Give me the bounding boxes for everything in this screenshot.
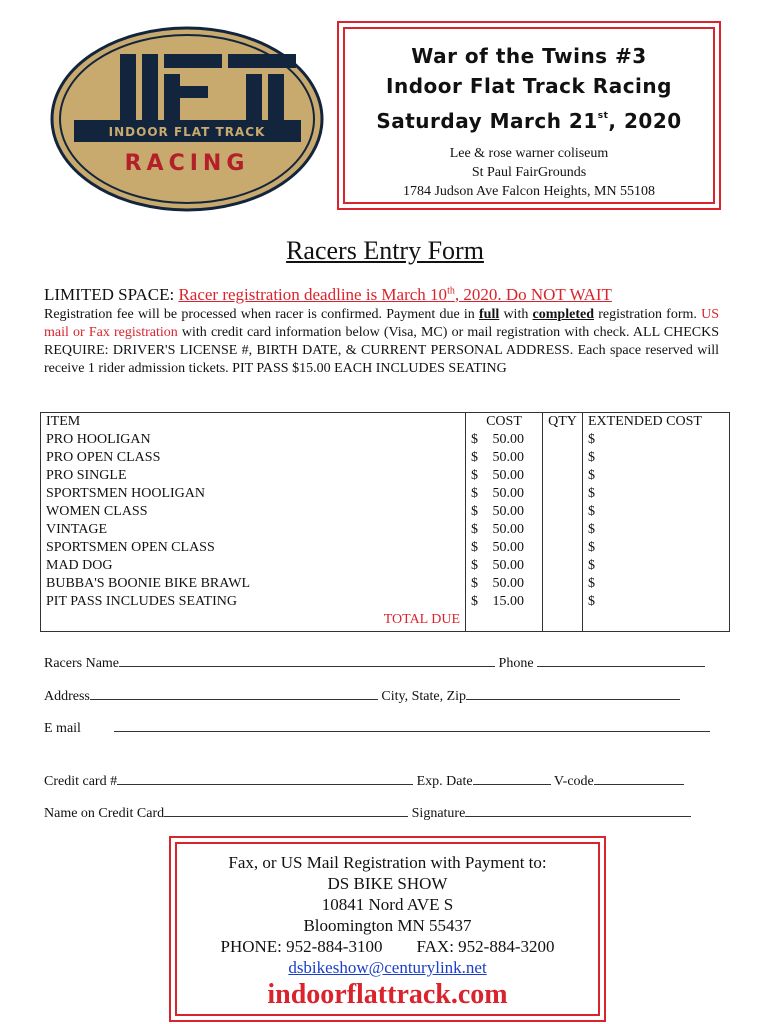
signature-label: Signature	[411, 806, 466, 821]
table-row	[41, 485, 730, 503]
item-name: BUBBA'S BOONIE BIKE BRAWL	[41, 575, 466, 593]
notice-part2: with	[499, 307, 533, 322]
item-name: MAD DOG	[41, 557, 466, 575]
item-extended-cost[interactable]	[583, 503, 730, 521]
racers-name-label: Racers Name	[44, 656, 120, 671]
event-title	[345, 41, 713, 136]
credit-card-label: Credit card #	[44, 774, 118, 789]
email-row	[44, 717, 710, 737]
notice-part3: registration form.	[593, 307, 702, 322]
notice-full: full	[479, 307, 500, 322]
currency-symbol: $	[471, 486, 478, 501]
item-extended-cost[interactable]	[583, 431, 730, 449]
currency-symbol: $	[471, 468, 478, 483]
event-date-suffix: st	[597, 111, 609, 121]
name-on-card-field[interactable]	[164, 802, 408, 817]
venue-place: St Paul FairGrounds	[471, 165, 587, 180]
item-cost-value: 50.00	[492, 450, 524, 465]
address-row	[44, 685, 680, 705]
item-name: SPORTSMEN HOOLIGAN	[41, 485, 466, 503]
item-cost-value: 50.00	[492, 558, 524, 573]
venue-address: 1784 Judson Ave Falcon Heights, MN 55108	[402, 184, 656, 199]
credit-card-row	[44, 770, 684, 790]
item-cost	[466, 485, 543, 503]
currency-symbol: $	[588, 432, 595, 447]
notice-completed: completed	[532, 307, 594, 322]
exp-date-field[interactable]	[473, 770, 551, 785]
item-extended-cost[interactable]	[583, 521, 730, 539]
total-row	[41, 611, 730, 632]
credit-card-field[interactable]	[117, 770, 413, 785]
logo-racing-word: RACING	[124, 151, 250, 176]
deadline-end: , 2020. Do NOT WAIT	[454, 285, 612, 304]
item-cost	[466, 521, 543, 539]
currency-symbol: $	[471, 522, 478, 537]
mail-phone-fax	[177, 936, 598, 957]
website-text[interactable]: indoorflattrack.com	[267, 979, 508, 1010]
venue-name: Lee & rose warner coliseum	[449, 146, 609, 161]
currency-symbol: $	[588, 450, 595, 465]
vcode-label: V-code	[553, 774, 594, 789]
item-name: WOMEN CLASS	[41, 503, 466, 521]
item-extended-cost[interactable]	[583, 485, 730, 503]
item-qty[interactable]	[543, 449, 583, 467]
header-item: ITEM	[41, 413, 466, 432]
table-row	[41, 449, 730, 467]
currency-symbol: $	[588, 486, 595, 501]
currency-symbol: $	[588, 504, 595, 519]
item-cost-value: 50.00	[492, 522, 524, 537]
event-date-year: , 2020	[608, 109, 682, 133]
address-label: Address	[44, 689, 90, 704]
item-cost	[466, 593, 543, 611]
deadline-suffix: th	[447, 285, 455, 297]
deadline-text	[178, 285, 611, 304]
phone-label: Phone	[498, 656, 534, 671]
mail-street: 10841 Nord AVE S	[321, 895, 454, 914]
total-qty-cell[interactable]	[543, 611, 583, 632]
currency-symbol: $	[471, 540, 478, 555]
currency-symbol: $	[588, 540, 595, 555]
address-field[interactable]	[90, 685, 378, 700]
item-cost-value: 50.00	[492, 486, 524, 501]
item-name: PIT PASS INCLUDES SEATING	[41, 593, 466, 611]
mail-phone: PHONE: 952-884-3100	[220, 937, 383, 956]
notice-part4: with credit card information below (Visa, MC) or mail registration with check. ALL CHECKS REQUIRE: DRIVER'S LICENSE #, BIRTH DATE, & CURRENT PERSONAL ADDRESS. Each space reserved will receive 1 rider admission tickets. PIT PASS $15.00 EACH INCLUDES SEATING	[44, 325, 719, 376]
item-qty[interactable]	[543, 503, 583, 521]
table-header-row	[41, 413, 730, 432]
name-on-card-row	[44, 802, 691, 822]
currency-symbol: $	[471, 576, 478, 591]
registration-notice	[44, 306, 719, 378]
event-date-main: Saturday March 21	[376, 109, 598, 133]
item-qty[interactable]	[543, 575, 583, 593]
currency-symbol: $	[588, 522, 595, 537]
item-cost-value: 50.00	[492, 504, 524, 519]
item-cost	[466, 539, 543, 557]
header-extended-cost: EXTENDED COST	[583, 413, 730, 432]
city-state-zip-field[interactable]	[466, 685, 680, 700]
signature-field[interactable]	[465, 802, 691, 817]
item-qty[interactable]	[543, 431, 583, 449]
email-label: E mail	[44, 721, 81, 736]
mail-registration-box	[169, 836, 606, 1022]
event-title-line2: Indoor Flat Track Racing	[386, 74, 672, 98]
mail-company: DS BIKE SHOW	[327, 874, 448, 893]
item-cost	[466, 431, 543, 449]
racers-name-row	[44, 652, 705, 672]
exp-date-label: Exp. Date	[416, 774, 473, 789]
item-qty[interactable]	[543, 557, 583, 575]
item-qty[interactable]	[543, 521, 583, 539]
item-name: PRO SINGLE	[41, 467, 466, 485]
mail-email-link[interactable]: dsbikeshow@centurylink.net	[288, 958, 487, 977]
currency-symbol: $	[471, 558, 478, 573]
event-info-box	[337, 21, 721, 210]
city-state-zip-label: City, State, Zip	[381, 689, 467, 704]
item-cost	[466, 467, 543, 485]
item-qty[interactable]	[543, 539, 583, 557]
currency-symbol: $	[471, 450, 478, 465]
item-cost	[466, 557, 543, 575]
notice-part1: Registration fee will be processed when racer is confirmed. Payment due in	[44, 307, 479, 322]
limited-space-line	[44, 285, 612, 305]
ift-racing-logo	[50, 26, 325, 212]
item-extended-cost[interactable]	[583, 449, 730, 467]
total-due-value[interactable]	[583, 611, 730, 632]
total-due-label: TOTAL DUE	[41, 611, 466, 632]
item-qty[interactable]	[543, 485, 583, 503]
item-cost	[466, 503, 543, 521]
currency-symbol: $	[588, 576, 595, 591]
header-qty: QTY	[543, 413, 583, 432]
item-extended-cost[interactable]	[583, 539, 730, 557]
currency-symbol: $	[588, 594, 595, 609]
vcode-field[interactable]	[594, 770, 684, 785]
table-row	[41, 575, 730, 593]
table-row	[41, 431, 730, 449]
mail-heading: Fax, or US Mail Registration with Payment to:	[228, 853, 547, 872]
email-field[interactable]	[114, 717, 710, 732]
limited-space-label: LIMITED SPACE:	[44, 285, 175, 304]
item-cost	[466, 575, 543, 593]
item-extended-cost[interactable]	[583, 467, 730, 485]
item-name: PRO HOOLIGAN	[41, 431, 466, 449]
item-name: PRO OPEN CLASS	[41, 449, 466, 467]
table-row	[41, 503, 730, 521]
item-qty[interactable]	[543, 467, 583, 485]
logo-ribbon-text: INDOOR FLAT TRACK	[108, 125, 266, 139]
item-extended-cost[interactable]	[583, 593, 730, 611]
table-row	[41, 467, 730, 485]
total-cost-cell	[466, 611, 543, 632]
header-cost: COST	[466, 413, 543, 432]
item-cost-value: 50.00	[492, 432, 524, 447]
event-title-line1: War of the Twins #3	[411, 44, 647, 68]
event-date	[345, 101, 713, 136]
item-name: VINTAGE	[41, 521, 466, 539]
item-cost-value: 50.00	[492, 468, 524, 483]
item-name: SPORTSMEN OPEN CLASS	[41, 539, 466, 557]
deadline-main: Racer registration deadline is March 10	[178, 285, 448, 304]
currency-symbol: $	[471, 432, 478, 447]
table-row	[41, 593, 730, 611]
item-cost	[466, 449, 543, 467]
notice-red-part: US mail or Fax registration	[44, 307, 719, 340]
item-cost-value: 15.00	[492, 594, 524, 609]
currency-symbol: $	[471, 594, 478, 609]
table-row	[41, 521, 730, 539]
currency-symbol: $	[588, 468, 595, 483]
form-title: Racers Entry Form	[286, 236, 484, 265]
fees-table	[40, 412, 730, 632]
mail-fax: FAX: 952-884-3200	[416, 937, 555, 956]
item-extended-cost[interactable]	[583, 575, 730, 593]
item-cost-value: 50.00	[492, 576, 524, 591]
racers-name-field[interactable]	[119, 652, 495, 667]
currency-symbol: $	[471, 504, 478, 519]
table-row	[41, 539, 730, 557]
item-cost-value: 50.00	[492, 540, 524, 555]
phone-field[interactable]	[537, 652, 705, 667]
name-on-card-label: Name on Credit Card	[44, 806, 165, 821]
mail-city: Bloomington MN 55437	[303, 916, 472, 935]
item-extended-cost[interactable]	[583, 557, 730, 575]
item-qty[interactable]	[543, 593, 583, 611]
currency-symbol: $	[588, 558, 595, 573]
venue-info	[345, 144, 713, 201]
table-row	[41, 557, 730, 575]
